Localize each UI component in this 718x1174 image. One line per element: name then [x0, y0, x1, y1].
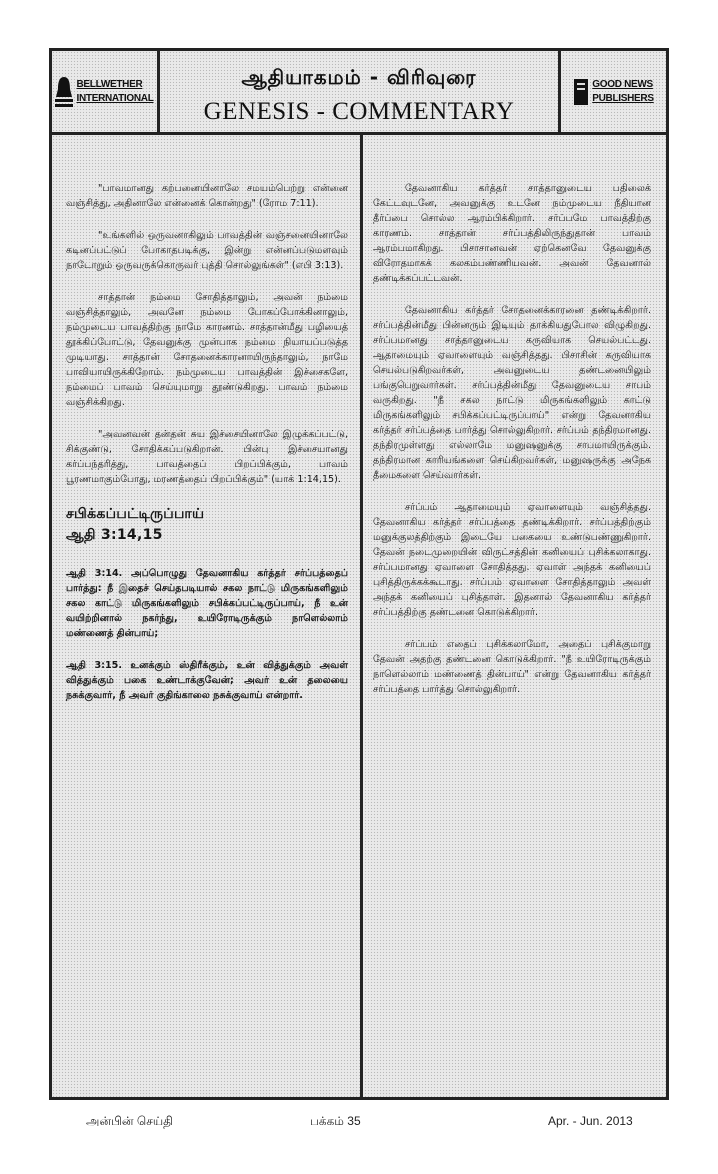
left-logo-line-1: BELLWETHER: [76, 78, 143, 90]
footer-magazine: அன்பின் செய்தி: [86, 1114, 173, 1128]
page-footer: [0, 1114, 718, 1134]
left-column: [66, 181, 348, 720]
left-paragraph-2: "உங்களில் ஒருவனாகிலும் பாவத்தின் வஞ்சனையினாலே கடினப்பட்டுப் போகாதபடிக்கு, இன்று என்னப்படுமளவும் நாடோறும் ஒருவருக்கொருவர் புத்தி சொல்லுங்கள்" (எபி 3:13).: [66, 230, 348, 271]
left-paragraph-1: "பாவமானது கற்பனையினாலே சமயம்பெற்று என்னை வஞ்சித்து, அதினாலே என்னைக் கொன்றது" (ரோம 7:11).: [66, 183, 348, 209]
right-paragraph-4: சர்ப்பம் எதைப் புசிக்கலாமோ, அதைப் புசிக்குமாறு தேவன் அதற்கு தண்டனை கொடுக்கிறார். "நீ உயிரோடிருக்கும் நாளெல்லாம் மண்ணைத் தின்பாய்" என்று தேவனாகிய கர்த்தர் சர்ப்பத்தை பார்த்து சொல்லுகிறார்.: [373, 639, 651, 695]
right-paragraph-3: சர்ப்பம் ஆதாமையும் ஏவாளையும் வஞ்சித்தது. தேவனாகிய கர்த்தர் சர்ப்பத்தை தண்டிக்கிறார். சர்ப்பத்திற்கும் மனுக்குலத்திற்கும் இடையே பகையை உண்டுபண்ணுகிறார். தேவன் நடைமுறையின் விருட்சத்தின் கனியைப் புசிக்கலாகாது. சர்ப்பமானது ஏவாளை சோதித்தது. ஏவாள் அந்தக் கனியைப் புசித்திருக்கக்கூடாது. சர்ப்பம் ஏவாளை சோதித்தாலும் அவள் அந்தக் கனியைப் புசித்தாள். இதனால் தேவனாகிய கர்த்தர் சர்ப்பத்திற்கு தண்டனை கொடுக்கிறார்.: [373, 502, 651, 618]
section-heading: [66, 504, 348, 546]
right-logo-line-2: PUBLISHERS: [592, 92, 654, 104]
verse-3-15: ஆதி 3:15. உனக்கும் ஸ்திரீக்கும், உன் வித்துக்கும் அவள் வித்துக்கும் பகை உண்டாக்குவேன்; அவர் உன் தலையை நசுக்குவார், நீ அவர் குதிங்காலை நசுக்குவாய் என்றார்.: [66, 660, 348, 701]
left-paragraph-4: "அவனவன் தன்தன் சுய இச்சையினாலே இழுக்கப்பட்டு, சிக்குண்டு, சோதிக்கப்படுகிறான். பின்பு இச்சையானது கர்ப்பந்தரித்து, பாவத்தைப் பிறப்பிக்கும், பாவம் பூரணமாகும்போது, மரணத்தைப் பிறப்பிக்கும்" (யாக் 1:14,15).: [66, 429, 348, 485]
title-area: [160, 51, 558, 132]
column-divider: [360, 135, 363, 1097]
section-title: சபிக்கப்பட்டிருப்பாய்: [66, 506, 205, 522]
right-column: [373, 181, 651, 714]
page-frame: [49, 48, 669, 1100]
left-paragraph-3: சாத்தான் நம்மை சோதித்தாலும், அவன் நம்மை வஞ்சித்தாலும், அவனே நம்மை போகப்போக்கினாலும், நம்முடைய பாவத்திற்கு நாமே காரணம். சாத்தான்மீது பழியைத் தூக்கிப்போட்டு, தேவனுக்கு முன்பாக நம்மை நியாயப்படுத்த முடியாது. சாத்தான் சோதனைக்காரனாயிருந்தாலும், நாமே பாவியாயிருக்கிறோம். நம்முடைய பாவத்தின் இச்சைகளே, நம்மைப் பாவம் செய்யுமாறு தூண்டுகிறது. பாவம் நம்மை வஞ்சிக்கிறது.: [66, 292, 348, 408]
book-icon: [573, 75, 589, 109]
page-header: [52, 51, 666, 135]
section-reference: ஆதி 3:14,15: [66, 527, 163, 543]
left-logo-line-2: INTERNATIONAL: [76, 92, 154, 104]
right-paragraph-1: தேவனாகிய கர்த்தர் சாத்தானுடைய பதிலைக் கேட்டவுடனே, அவனுக்கு உடனே நம்முடைய நீதியான தீர்ப்பை சொல்ல ஆரம்பிக்கிறார். சர்ப்பமே பாவத்திற்கு காரணம். சாத்தான் சர்ப்பத்திலிருந்துதான் பாவம் ஆரம்பமாகிறது. பிசாசானவன் ஏற்கெனவே தேவனுக்கு விரோதமாகக் கலகம்பண்ணியவன். அவன் தேவனால் தண்டிக்கப்பட்டவன்.: [373, 183, 651, 284]
right-logo-line-1: GOOD NEWS: [592, 78, 653, 90]
footer-page-number: பக்கம் 35: [310, 1114, 361, 1128]
bell-icon: [55, 75, 73, 109]
verse-3-14: ஆதி 3:14. அப்பொழுது தேவனாகிய கர்த்தர் சர்ப்பத்தைப் பார்த்து: நீ இதைச் செய்தபடியால் சகல நாட்டு மிருகங்களிலும் சகல காட்டு மிருகங்களிலும் சபிக்கப்பட்டிருப்பாய், நீ உன் வயிற்றினால் நகர்ந்து, உயிரோடிருக்கும் நாளெல்லாம் மண்ணைத் தின்பாய்;: [66, 568, 348, 639]
title-tamil: ஆதியாகமம் - விரிவுரை: [241, 65, 477, 89]
good-news-logo: [558, 51, 666, 132]
title-english: GENESIS - COMMENTARY: [203, 98, 515, 125]
bellwether-logo: [52, 51, 160, 132]
right-paragraph-2: தேவனாகிய கர்த்தர் சோதனைக்காரனை தண்டிக்கிறார். சர்ப்பத்தின்மீது பின்னரும் இடியும் தாக்கியதுபோல விழுகிறது. சர்ப்பமானது சாத்தானுடைய கருவியாக செயல்பட்டது. ஆதாமையும் ஏவாளையும் வஞ்சித்தது. பிசாசின் கருவியாக செயல்படுகிறவர்கள், அவனுடைய தண்டனையிலும் பங்குபெறுவார்கள். சர்ப்பத்தின்மீது தேவனுடைய சாபம் வருகிறது. "நீ சகல நாட்டு மிருகங்களிலும் காட்டு மிருகங்களிலும் சபிக்கப்பட்டிருப்பாய்" என்று தேவனாகிய கர்த்தர் சர்ப்பத்தை பார்த்து சொல்லுகிறார். சர்ப்பம் தந்திரமானது. தந்திரமுள்ளது எல்லாமே மனுஷனுக்கு சாபமாயிருக்கும். தந்திரமான காரியங்களை செய்கிறவர்கள், மனுஷருக்கு அநேக தீமைகளை செய்வார்கள்.: [373, 305, 651, 481]
footer-issue: Apr. - Jun. 2013: [548, 1114, 633, 1128]
